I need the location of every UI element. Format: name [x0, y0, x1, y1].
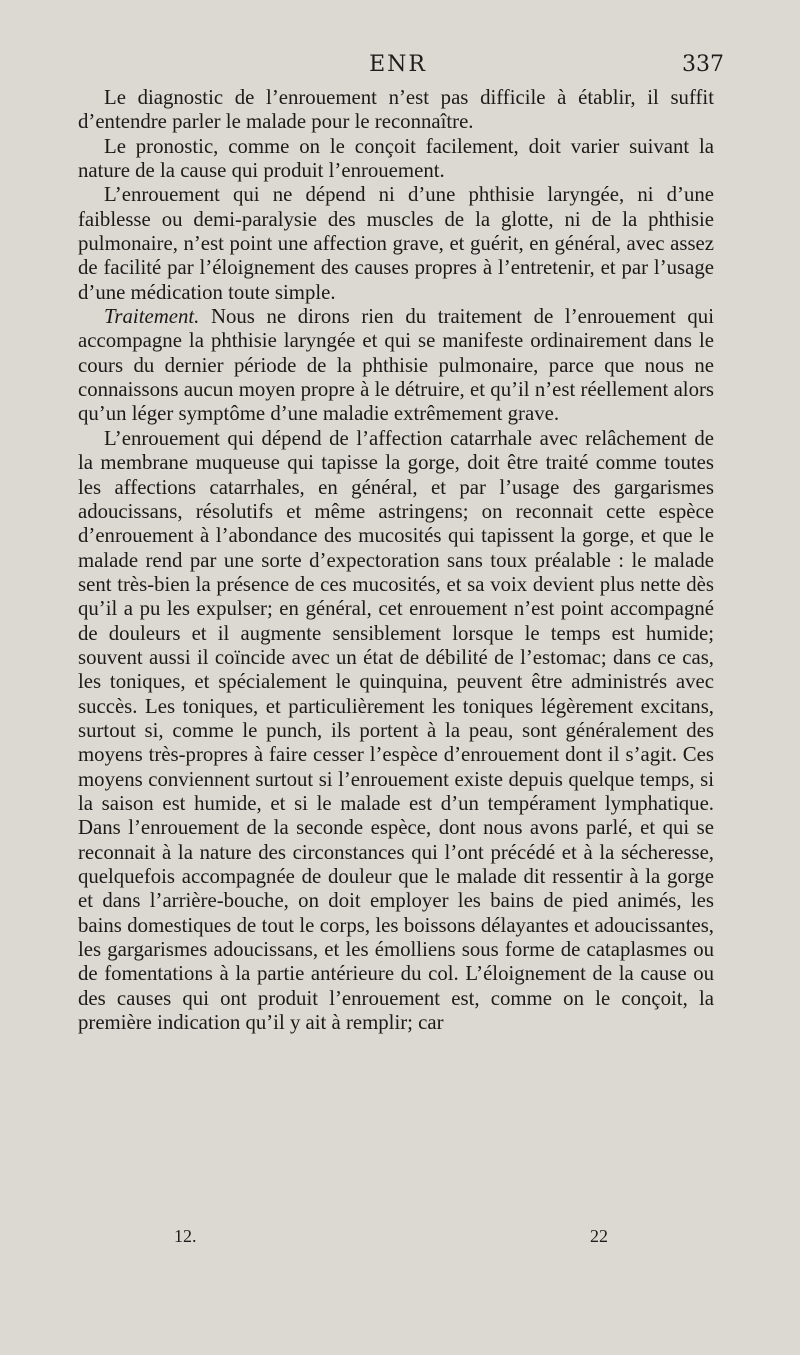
paragraph-pronostic: Le pronostic, comme on le conçoit facilement, doit varier suivant la nature de la cause qui produit l’enrouement. [78, 134, 714, 183]
page-footer [78, 1226, 718, 1254]
page-number: 337 [682, 52, 724, 77]
section-heading-traitement: Traitement. [104, 305, 200, 329]
signature-mark-right: 22 [590, 1226, 608, 1246]
page-header [78, 52, 724, 82]
signature-mark-left: 12. [174, 1226, 197, 1246]
paragraph-traitement-text: Nous ne dirons rien du traitement de l’enrouement qui accompagne la phthisie laryngée et qui se manifeste ordinairement dans le cours du dernier période de la phthisie pulmonaire, parce que nous ne connaissons aucun moyen propre à le détruire, et qu’il n’est réellement alors qu’un léger symptôme d’une maladie extrêmement grave. [78, 305, 714, 426]
body-text [78, 86, 714, 1035]
paragraph-diagnostic: Le diagnostic de l’enrouement n’est pas difficile à établir, il suffit d’entendre parler le malade pour le reconnaître. [78, 86, 714, 134]
paragraph-traitement [78, 305, 714, 427]
paragraph-enrouement-simple: L’enrouement qui ne dépend ni d’une phthisie laryngée, ni d’une faiblesse ou demi-paralysie des muscles de la glotte, ni de la phthisie pulmonaire, n’est point une affection grave, et guérit, en général, avec assez de facilité par l’éloignement des causes propres à l’entretenir, et par l’usage d’une médication toute simple. [78, 183, 714, 304]
paragraph-enrouement-catarrhal: L’enrouement qui dépend de l’affection catarrhale avec relâchement de la membrane muqueuse qui tapisse la gorge, doit être traité comme toutes les affections catarrhales, en général, et par l’usage des gargarismes adoucissans, résolutifs et même astringens; on reconnait cette espèce d’enrouement à l’abondance des mucosités qui tapissent la gorge, et que le malade rend par une sorte d’expectoration sans toux préalable : le malade sent très-bien la présence de ces mucosités, et sa voix devient plus nette dès qu’il a pu les expulser; en général, cet enrouement n’est point accompagné de douleurs et il augmente sensiblement lorsque le temps est humide; souvent aussi il coïncide avec un état de débilité de l’estomac; dans ce cas, les toniques, et spécialement le quinquina, peuvent être administrés avec succès. Les toniques, et particulièrement les toniques légèrement excitans, surtout si, comme le punch, ils portent à la peau, sont généralement des moyens très-propres à faire cesser l’espèce d’enrouement dont il s’agit. Ces moyens conviennent surtout si l’enrouement existe depuis quelque temps, si la saison est humide, et si le malade est d’un tempérament lymphatique. Dans l’enrouement de la seconde espèce, dont nous avons parlé, et qui se reconnait à la nature des circonstances qui l’ont précédé et à la sécheresse, quelquefois accompagnée de douleur que le malade dit ressentir à la gorge et dans l’arrière-bouche, on doit employer les bains de pied animés, les bains domestiques de tout le corps, les boissons délayantes et adoucissantes, les gargarismes adoucissans, et les émolliens sous forme de cataplasmes ou de fomentations à la partie antérieure du col. L’éloignement de la cause ou des causes qui ont produit l’enrouement est, comme on le conçoit, la première indication qu’il y ait à remplir; car [78, 426, 714, 1035]
running-head: ENR [369, 52, 427, 77]
